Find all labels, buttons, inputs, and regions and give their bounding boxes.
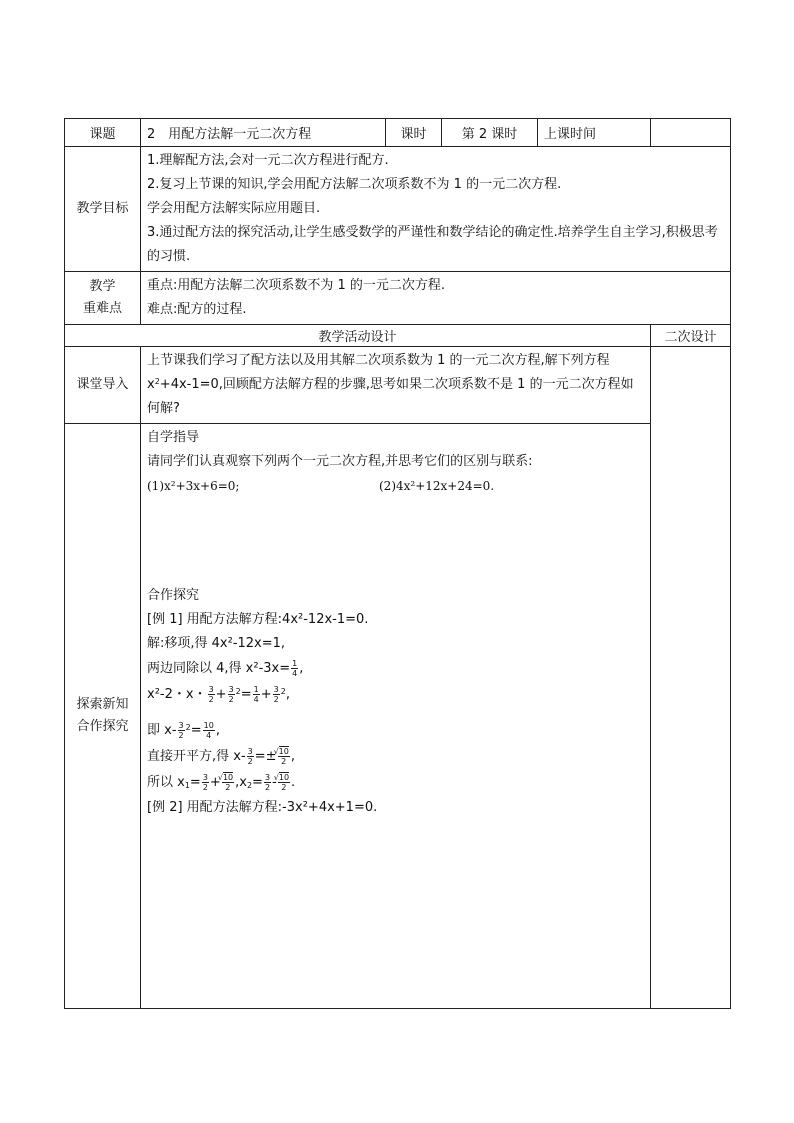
goal-item: 3.通过配方法的探究活动,让学生感受数学的严谨性和数学结论的确定性.培养学生自主学习,积极思考的习惯. [147, 225, 718, 264]
blank-space [147, 498, 644, 584]
intro-text-after: +4x-1=0,回顾配方法解方程的步骤,思考如果二次项系数不是 1 的一元二次方程如何解? [147, 377, 634, 416]
explore-content [141, 424, 651, 1009]
activity-design-label: 教学活动设计 [65, 325, 651, 347]
intro-label: 课堂导入 [65, 347, 141, 424]
focus-point: 重点:用配方法解二次项系数不为 1 的一元二次方程. [147, 278, 446, 293]
intro-text-before: 上节课我们学习了配方法以及用其解二次项系数为 1 的一元二次方程,解下列方程 x [147, 353, 610, 392]
topic-value: 2 用配方法解一元二次方程 [141, 119, 386, 147]
key-points-content [141, 272, 731, 325]
key-points-label-line1: 教学 [89, 279, 116, 294]
fraction-root-ten-halves: √ $\frac{10}{2}$ [222, 773, 234, 792]
coop-title: 合作探究 [147, 588, 200, 603]
solution-step-3: x²-2・x・ $\frac{3}{2}$ + $\frac{3}{2}$ $^2$= $\frac{1}{4}$ + $\frac{3}{2}$ $^2$, [147, 685, 290, 704]
fraction-three-halves: $\frac{3}{2}$ [247, 747, 253, 766]
fraction-root-ten-halves: √ $\frac{10}{2}$ [278, 773, 290, 792]
solution-step-4: 即 x- $\frac{3}{2}$ $^2$= $\frac{10}{4}$ , [147, 721, 220, 740]
goals-label: 教学目标 [65, 147, 141, 272]
difficulty-point: 难点:配方的过程. [147, 302, 247, 317]
second-design-cell [651, 347, 731, 1009]
goal-item: 2.复习上节课的知识,学会用配方法解二次项系数不为 1 的一元二次方程. [147, 177, 562, 192]
equation-1: (1)x²+3x+6=0; [147, 479, 240, 493]
fraction-three-halves: $\frac{3}{2}$ [273, 685, 279, 704]
goal-item: 学会用配方法解实际应用题目. [147, 201, 321, 216]
lesson-plan-table [64, 118, 731, 1009]
period-value: 第 2 课时 [442, 119, 538, 147]
explore-label [65, 424, 141, 1009]
second-design-label: 二次设计 [651, 325, 731, 347]
goals-row [65, 147, 731, 272]
fraction-one-quarter: $\frac{1}{4}$ [253, 685, 259, 704]
topic-label: 课题 [65, 119, 141, 147]
class-time-value [651, 119, 731, 147]
solution-step-5: 直接开平方,得 x- $\frac{3}{2}$ =± √ $\frac{10}{2}$ , [147, 744, 644, 770]
goals-content [141, 147, 731, 272]
explore-row [65, 424, 731, 1009]
self-study-title: 自学指导 [147, 430, 200, 445]
explore-label-line2: 合作探究 [76, 719, 129, 734]
solution-step-1: 解:移项,得 4x²-12x=1, [147, 636, 286, 651]
intro-content: 上节课我们学习了配方法以及用其解二次项系数为 1 的一元二次方程,解下列方程 $x^2+4x-1=0$,回顾配方法解方程的步骤,思考如果二次项系数不是 1 的一元二次方程如何解? [141, 347, 651, 424]
key-points-label [65, 272, 141, 325]
equation-pair [147, 474, 644, 498]
fraction-one-quarter: $\frac{1}{4}$ [292, 659, 298, 678]
fraction-three-halves: $\frac{3}{2}$ [264, 773, 271, 792]
blank-space [147, 708, 644, 718]
header-row [65, 119, 731, 147]
example-1-title: [例 1] 用配方法解方程:4x²-12x-1=0. [147, 612, 369, 627]
fraction-three-halves: $\frac{3}{2}$ [208, 685, 214, 704]
fraction-three-halves: $\frac{3}{2}$ [202, 773, 208, 792]
key-points-row [65, 272, 731, 325]
period-label: 课时 [386, 119, 442, 147]
activity-header-row [65, 325, 731, 347]
fraction-three-halves: $\frac{3}{2}$ [228, 685, 234, 704]
goal-item: 1.理解配方法,会对一元二次方程进行配方. [147, 153, 389, 168]
fraction-ten-quarters: $\frac{10}{4}$ [203, 721, 214, 740]
key-points-label-line2: 重难点 [82, 301, 122, 316]
explore-label-line1: 探索新知 [76, 697, 129, 712]
equation-2: (2)4x²+12x+24=0. [379, 479, 495, 493]
example-2-title: [例 2] 用配方法解方程:-3x²+4x+1=0. [147, 800, 378, 815]
solution-step-6: 所以 $x_1=$ $\frac{3}{2}$ + √ $\frac{10}{2}$ $,x_2=$ $\frac{3}{2}$ - √ $\frac{10}{2}$ . [147, 770, 644, 796]
class-time-label: 上课时间 [538, 119, 651, 147]
fraction-three-halves: $\frac{3}{2}$ [178, 721, 184, 740]
intro-row [65, 347, 731, 424]
fraction-root-ten-halves: √ $\frac{10}{2}$ [278, 747, 290, 766]
self-study-prompt: 请同学们认真观察下列两个一元二次方程,并思考它们的区别与联系: [147, 454, 533, 469]
solution-step-2: 两边同除以 4,得 x²-3x= $\frac{1}{4}$ , [147, 659, 304, 678]
